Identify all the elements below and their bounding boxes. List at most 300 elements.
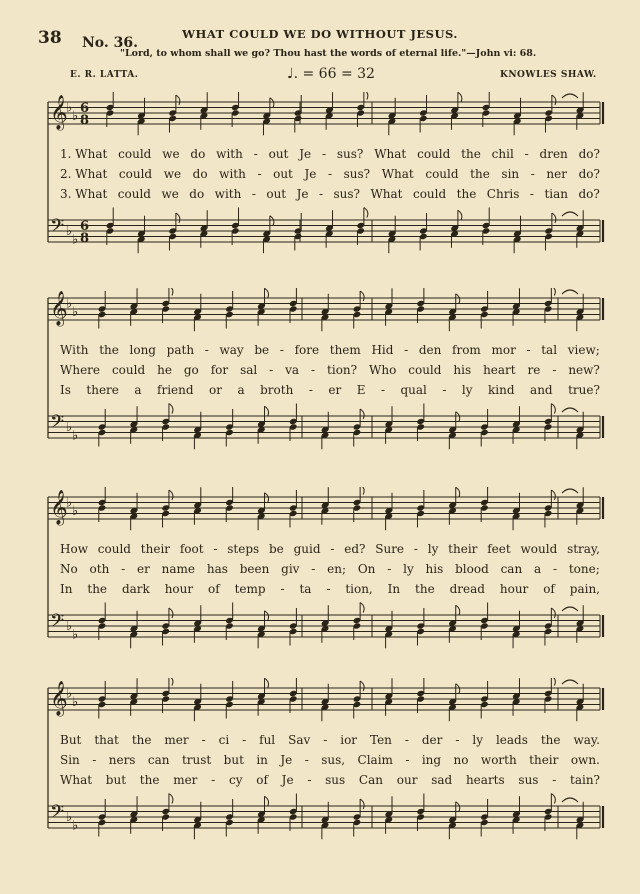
lyric-syllable: - [211,773,216,787]
note-chord [321,802,330,840]
lyric-syllable: been [239,562,270,576]
lyric-syllable: the [456,187,477,201]
note-chord [161,490,172,528]
lyric-syllable: be [268,542,284,556]
flat-icon: ♭ [66,495,73,511]
lyric-syllable: foot [179,542,204,556]
lyric-syllable: new? [568,363,600,377]
lyric-syllable: Hid [371,343,394,357]
lyric-syllable: sin [501,167,520,181]
lyricist-credit: KNOWLES SHAW. [500,70,597,80]
flat-icon: ♭ [72,304,79,320]
lyric-syllable: true? [568,383,600,397]
note-chord [353,487,364,522]
lyric-line [60,582,600,596]
lyric-syllable: Je [304,167,317,181]
lyric-line [60,147,600,161]
lyric-syllable: ed? [344,542,366,556]
lyric-syllable: the [131,733,152,747]
lyric-syllable: name [161,562,196,576]
lyric-syllable: In [387,582,401,596]
lyric-syllable: the [540,733,561,747]
note-chord [388,98,397,136]
bass-staff [48,603,603,649]
note-chord [416,608,425,646]
lyric-syllable: er [328,383,342,397]
lyric-syllable: but [105,773,127,787]
lyric-syllable: could [425,167,459,181]
lyric-syllable: Who [369,363,397,377]
note-chord [289,608,298,646]
note-chord [512,493,521,531]
lyric-syllable: - [326,582,331,596]
lyric-syllable: ly [427,542,439,556]
bass-staff [48,794,603,840]
lyric-syllable: - [380,383,385,397]
lyric-syllable: can [500,562,523,576]
lyric-syllable: we [162,147,180,161]
lyric-syllable: has [206,562,228,576]
lyric-syllable: - [213,542,218,556]
note-chord [289,288,298,323]
note-chord [353,603,364,641]
note-chord [225,799,234,837]
lyric-syllable: mer [173,773,198,787]
note-chord [416,490,425,528]
lyric-syllable: Je [296,187,309,201]
note-chord [257,493,268,531]
note-chord [416,794,425,832]
fermata-icon [562,798,578,802]
lyric-syllable: E [356,383,366,397]
lyric-syllable: broth [260,383,294,397]
lyric-syllable: sus? [333,187,360,201]
lyric-syllable: Sav [288,733,311,747]
treble-staff [48,288,603,331]
lyric-line [60,167,600,181]
lyric-syllable: - [404,343,409,357]
note-chord [448,684,459,722]
lyric-syllable: - [524,147,529,161]
lyric-syllable: den [418,343,442,357]
fermata-icon [562,212,578,216]
lyric-syllable: tian [544,187,568,201]
flat-icon: ♭ [66,100,73,116]
lyric-syllable: there [86,383,119,397]
lyric-syllable: - [530,167,535,181]
lyric-line [60,733,600,747]
fermata-icon [562,607,578,611]
lyric-syllable: Je [281,773,294,787]
lyric-syllable: their [140,542,171,556]
note-chord [161,678,172,713]
note-chord [544,288,555,323]
treble-clef-icon: 𝄞 [50,291,68,326]
treble-staff [48,487,603,530]
note-chord [262,216,273,254]
note-chord [231,92,240,127]
lyric-syllable: ly [403,562,414,576]
treble-staff [48,92,603,135]
note-chord [356,208,367,246]
lyric-syllable: do? [578,187,600,201]
lyric-syllable: for [210,363,229,377]
lyric-syllable: sus? [336,147,364,161]
lyric-syllable: - [323,733,328,747]
lyric-syllable: hour [499,582,529,596]
lyric-syllable: the [415,582,435,596]
note-chord [321,412,330,450]
note-chord [137,216,146,254]
lyric-syllable: from [452,343,481,357]
lyric-syllable: What [370,187,403,201]
lyric-syllable: Je [299,147,312,161]
lyric-syllable: long [129,343,156,357]
lyric-syllable: hour [164,582,194,596]
note-chord [512,611,521,649]
note-chord [480,487,489,522]
note-chord [353,681,364,719]
tempo-marking: ♩. = 66 = 32 [287,66,375,82]
note-chord [321,294,330,332]
lyric-syllable: sus [518,773,539,787]
fermata-icon [562,94,578,98]
flat-icon: ♭ [72,108,79,124]
lyric-syllable: en; [327,562,347,576]
lyric-syllable: a [533,562,542,576]
lyric-syllable: way. [573,733,600,747]
lyric-line [60,753,600,767]
note-chord [576,684,585,722]
note-chord [289,490,298,528]
lyric-syllable: - [318,187,324,201]
lyric-syllable: our [396,773,418,787]
note-chord [257,611,268,649]
lyric-syllable: out [273,167,293,181]
time-signature-bottom: 8 [80,113,90,128]
page-number: 38 [38,28,62,48]
lyric-syllable: could [118,147,152,161]
flat-icon: ♭ [72,627,79,643]
lyric-syllable: fore [294,343,320,357]
note-chord [356,92,367,127]
lyric-syllable: could [118,167,153,181]
lyric-syllable: 2. What [60,167,108,181]
lyric-line [60,383,600,397]
note-chord [168,213,179,251]
scripture-epigraph: "Lord, to whom shall we go? Thou hast the words of eternal life."—John vi: 68. [120,48,537,59]
bass-staff [48,208,603,254]
lyric-syllable: er [137,562,150,576]
lyric-syllable: guid [293,542,321,556]
lyric-line [60,542,600,556]
note-chord [106,208,115,246]
lyric-syllable: stray, [567,542,600,556]
lyric-syllable: do [192,167,208,181]
note-chord [544,213,555,251]
note-chord [193,802,202,840]
note-chord [513,216,522,254]
lyric-syllable: - [442,383,447,397]
lyric-syllable: out [268,147,289,161]
note-chord [294,95,303,133]
note-chord [98,681,107,719]
composer-credit: E. R. LATTA. [70,70,139,80]
note-chord [137,98,146,136]
lyric-line [60,343,600,357]
lyric-syllable: would [520,542,558,556]
lyric-syllable: trust [181,753,212,767]
lyric-syllable: Where [60,363,101,377]
music-system-4 [0,678,640,858]
note-chord [161,608,172,646]
lyric-syllable: their [448,542,478,556]
flat-icon: ♭ [72,428,79,444]
lyric-syllable: 3. What [60,187,108,201]
lyric-syllable: tain? [570,773,600,787]
note-chord [98,409,107,447]
fermata-icon [562,290,578,294]
note-chord [225,487,234,522]
note-chord [98,603,107,641]
lyric-syllable: Chris [486,187,520,201]
note-chord [388,216,397,254]
lyric-syllable: with [216,147,243,161]
lyric-syllable: dren [539,147,568,161]
lyric-syllable: sus [325,773,346,787]
note-chord [576,802,585,840]
lyric-syllable: tal [541,343,558,357]
lyric-syllable: of [256,773,268,787]
lyric-syllable: ci [218,733,230,747]
music-system-1 [0,92,640,272]
lyric-syllable: could [117,187,151,201]
hymn-title: WHAT COULD WE DO WITHOUT JESUS. [182,27,458,41]
lyric-syllable: sal [240,363,258,377]
note-chord [353,291,364,329]
lyric-syllable: or [209,383,222,397]
lyric-syllable: kind [488,383,515,397]
lyric-syllable: sus? [343,167,371,181]
lyric-line [60,773,600,787]
lyric-syllable: way [219,343,244,357]
lyric-syllable: no [453,753,469,767]
lyric-syllable: - [311,562,316,576]
lyric-syllable: blood [455,562,489,576]
note-chord [289,678,298,713]
lyric-syllable: - [308,383,313,397]
note-chord [544,608,555,646]
lyric-syllable: - [552,363,557,377]
lyric-syllable: - [413,542,418,556]
lyric-syllable: feet [487,542,511,556]
lyric-syllable: do? [578,167,600,181]
lyric-syllable: - [204,343,209,357]
treble-staff [48,678,603,721]
lyric-syllable: In [60,582,73,596]
lyric-syllable: ior [340,733,358,747]
note-chord [482,92,491,127]
note-chord [98,487,107,522]
note-chord [161,794,172,832]
note-chord [480,603,489,641]
lyric-syllable: But [60,733,82,747]
note-chord [289,794,298,832]
fermata-icon [562,489,578,493]
lyric-syllable: could [111,363,146,377]
lyric-syllable: - [251,187,256,201]
lyric-syllable: ners [108,753,136,767]
lyric-syllable: could [412,187,447,201]
note-chord [544,95,555,133]
lyric-syllable: dark [121,582,150,596]
lyric-syllable: do [189,187,205,201]
lyric-syllable: could [97,542,131,556]
lyric-syllable: and [530,383,553,397]
lyric-syllable: - [405,753,410,767]
lyric-syllable: heart [483,363,516,377]
note-chord [193,412,202,450]
lyric-syllable: that [94,733,119,747]
lyric-syllable: could [408,363,442,377]
lyric-syllable: 1. What [60,147,108,161]
note-chord [321,684,330,722]
lyric-syllable: mor [491,343,516,357]
note-chord [161,404,172,442]
note-chord [225,603,234,641]
note-chord [385,611,394,649]
lyric-syllable: the [470,167,490,181]
lyric-syllable: - [552,773,557,787]
flat-icon: ♭ [66,420,73,435]
lyric-syllable: - [269,363,274,377]
lyric-syllable: - [311,363,316,377]
note-chord [225,409,234,447]
lyric-syllable: - [242,733,247,747]
lyric-syllable: ing [421,753,442,767]
lyric-syllable: out [266,187,287,201]
music-system-3 [0,487,640,667]
lyric-syllable: - [257,167,262,181]
note-chord [294,213,303,251]
lyric-syllable: Je [280,753,293,767]
lyric-syllable: tion? [327,363,358,377]
lyric-syllable: with [214,187,242,201]
lyric-syllable: his [425,562,444,576]
time-signature-top: 6 [80,219,90,234]
lyric-syllable: - [201,733,206,747]
note-chord [544,794,555,832]
lyric-syllable: the [461,147,481,161]
lyric-syllable: No [60,562,78,576]
lyric-syllable: leads [495,733,528,747]
note-chord [448,294,459,332]
note-chord [231,208,240,246]
lyric-syllable: What [60,773,93,787]
lyric-syllable: On [357,562,376,576]
note-chord [130,493,139,531]
lyric-syllable: Ten [370,733,392,747]
lyric-syllable: Is [60,383,71,397]
note-chord [225,681,234,719]
note-chord [419,213,428,251]
note-chord [513,98,522,136]
flat-icon: ♭ [66,686,73,702]
note-chord [193,294,202,332]
note-chord [544,490,555,528]
lyric-syllable: steps [227,542,260,556]
lyric-syllable: we [163,167,182,181]
lyric-syllable: ta [299,582,312,596]
lyric-syllable: - [304,753,309,767]
lyric-syllable: sus, [321,753,346,767]
lyric-syllable: can [147,753,170,767]
lyric-syllable: cy [228,773,243,787]
lyric-syllable: Claim [357,753,393,767]
flat-icon: ♭ [72,818,79,834]
bass-clef-icon: 𝄢 [50,412,65,437]
lyric-syllable: tone; [568,562,600,576]
time-signature-bottom: 8 [80,231,90,246]
lyric-syllable: view; [567,343,600,357]
lyric-syllable: - [327,167,333,181]
lyric-syllable: giv [281,562,300,576]
lyric-syllable: va [285,363,300,377]
lyric-syllable: - [455,733,460,747]
note-chord [416,678,425,713]
note-chord [416,404,425,442]
lyric-syllable: - [387,562,392,576]
lyric-syllable: How [60,542,88,556]
lyric-syllable: own. [570,753,600,767]
lyric-syllable: we [161,187,179,201]
treble-clef-icon: 𝄞 [50,681,68,716]
lyric-syllable: - [121,562,126,576]
lyric-syllable: with [219,167,246,181]
fermata-icon [562,680,578,684]
lyric-syllable: - [330,542,335,556]
note-chord [98,799,107,837]
note-chord [161,288,172,323]
lyric-syllable: go [183,363,199,377]
lyric-syllable: worth [480,753,517,767]
lyric-syllable: do? [578,147,600,161]
flat-icon: ♭ [66,810,73,825]
note-chord [353,409,364,447]
treble-clef-icon: 𝄞 [50,95,68,130]
lyric-line [60,562,600,576]
lyric-syllable: a [237,383,245,397]
lyric-syllable: qual [400,383,427,397]
flat-icon: ♭ [72,694,79,710]
lyric-syllable: ly [461,383,473,397]
lyric-syllable: - [529,187,534,201]
note-chord [448,802,459,840]
lyric-syllable: sad [431,773,453,787]
note-chord [289,404,298,442]
lyric-syllable: ly [472,733,483,747]
lyric-syllable: tion, [345,582,373,596]
lyric-line [60,187,600,201]
lyric-syllable: Sin [60,753,80,767]
lyric-syllable: - [92,753,97,767]
lyric-syllable: - [552,562,558,576]
lyric-syllable: of [208,582,220,596]
hymn-number: No. 36. [82,35,138,51]
note-chord [98,291,107,329]
note-chord [544,404,555,442]
lyric-syllable: temp [234,582,266,596]
